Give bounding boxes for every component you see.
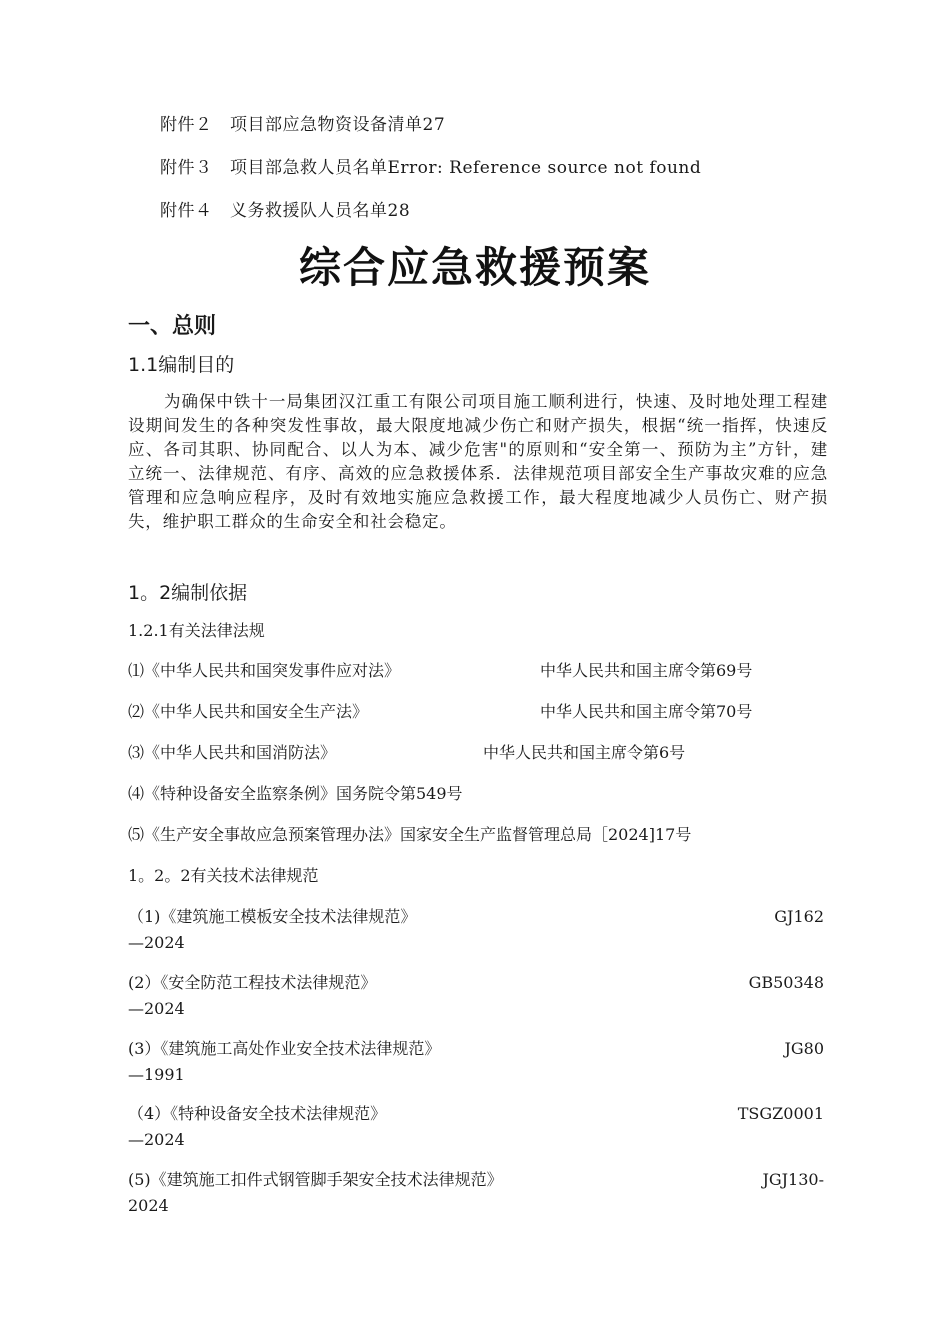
standard-code: JG80 [784,1039,824,1058]
law-title: ⑴《中华人民共和国突发事件应对法》 [128,661,401,680]
law-item-4: ⑷《特种设备安全监察条例》国务院令第549号 [128,784,463,803]
standard-year: —2024 [128,1130,185,1149]
purpose-paragraph: 为确保中铁十一局集团汉江重工有限公司项目施工顺利进行，快速、及时地处理工程建设期间发生的各种突发性事故，最大限度地减少伤亡和财产损失，根据“统一指挥，快速反应、各司其职、协同配合、以人为本、减少危害"的原则和“安全第一、预防为主”方针，建立统一、法律规范、有序、高效的应急救援体系．法律规范项目部安全生产事故灾难的应急管理和应急响应程序，及时有效地实施应急救援工作，最大程度地减少人员伤亡、财产损失，维护职工群众的生命安全和社会稳定。 [128,392,828,531]
standard-code: GJ162 [774,907,824,926]
laws-subheading: 1.2.1有关法律法规 [128,621,265,640]
law-item-5: ⑸《生产安全事故应急预案管理办法》国家安全生产监督管理总局［2024]17号 [128,825,692,844]
standard-year: —2024 [128,933,185,952]
attachment-3-line: 附件３ 项目部急救人员名单Error: Reference source not found [160,158,702,178]
standard-name: (2）《安全防范工程技术法律规范》 [128,973,377,992]
technical-standards-subheading: 1。2。2有关技术法律规范 [128,866,319,885]
standard-year: —1991 [128,1065,185,1084]
standard-year: 2024 [128,1196,169,1215]
subsection-heading-basis: 1。2编制依据 [128,582,248,604]
standard-name: (5)《建筑施工扣件式钢管脚手架安全技术法律规范》 [128,1170,503,1189]
law-title: ⑶《中华人民共和国消防法》 [128,743,337,762]
standard-name: （4）《特种设备安全技术法律规范》 [128,1104,387,1123]
section-heading-general: 一、总则 [128,314,217,339]
standard-code: TSGZ0001 [737,1104,824,1123]
attachment-4-line: 附件４ 义务救援队人员名单28 [160,201,411,221]
law-issuer: 中华人民共和国主席令第6号 [483,743,686,762]
standard-name: (3）《建筑施工高处作业安全技术法律规范》 [128,1039,441,1058]
standard-year: —2024 [128,999,185,1018]
law-issuer: 中华人民共和国主席令第69号 [540,661,753,680]
subsection-heading-purpose: 1.1编制目的 [128,354,235,376]
attachment-2-line: 附件２ 项目部应急物资设备清单27 [160,115,446,135]
law-title: ⑵《中华人民共和国安全生产法》 [128,702,369,721]
law-issuer: 中华人民共和国主席令第70号 [540,702,753,721]
standard-code: GB50348 [748,973,824,992]
standard-code: JGJ130- [762,1170,824,1189]
standard-name: （1)《建筑施工模板安全技术法律规范》 [128,907,417,926]
document-title: 综合应急救援预案 [298,243,651,292]
